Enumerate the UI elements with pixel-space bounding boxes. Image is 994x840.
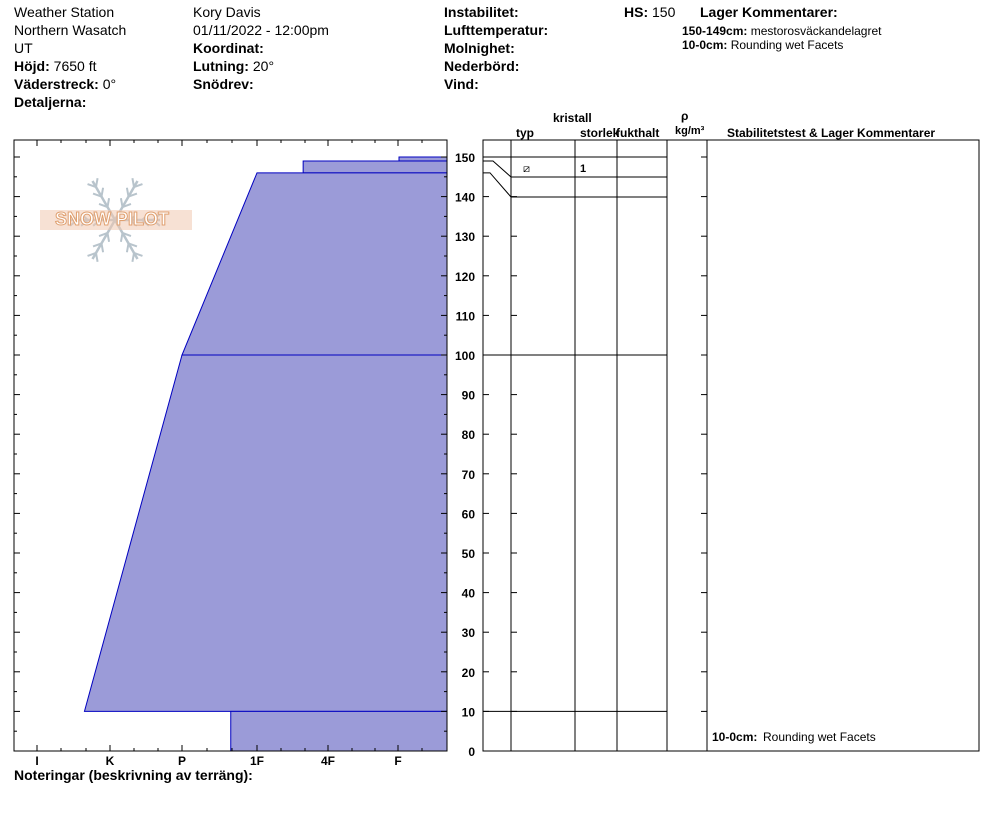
column-kristall: kristall: [553, 111, 592, 125]
wind-label: Vind:: [444, 76, 479, 92]
column-storlek: storlek: [580, 126, 620, 140]
observer-name: Kory Davis: [193, 4, 261, 20]
y-tick-label: 20: [461, 665, 475, 680]
slope-value: 20°: [252, 58, 275, 74]
column-typ: typ: [516, 126, 534, 140]
x-tick-label: 4F: [320, 754, 336, 768]
bottom-comment-range: 10-0cm:: [712, 730, 758, 744]
column-rho: ρ: [681, 109, 689, 123]
layer-comment-range: 150-149cm:: [682, 24, 748, 38]
hs-value: 150: [652, 4, 676, 20]
coordinate-label: Koordinat:: [193, 40, 264, 56]
snowflake-branch: [121, 198, 123, 207]
hardness-layer: [231, 711, 447, 751]
snowflake-branch: [102, 188, 104, 197]
snowflake-branch: [127, 243, 129, 252]
state-name: UT: [14, 40, 33, 56]
precip-label: Nederbörd:: [444, 58, 520, 74]
cloud-label: Molnighet:: [444, 40, 515, 56]
layer-comment-text: mestorosväckandelagret: [750, 24, 882, 38]
snowflake-branch: [121, 233, 123, 242]
grain-type-icon: ⧄: [523, 163, 530, 175]
snowflake-branch: [132, 178, 134, 187]
y-tick-label: 110: [455, 309, 475, 324]
layer-comment-range: 10-0cm:: [682, 38, 728, 52]
y-tick-label: 60: [461, 507, 475, 522]
snowflake-branch: [96, 178, 98, 187]
drift-label: Snödrev:: [193, 76, 254, 92]
y-tick-label: 80: [461, 428, 475, 443]
y-tick-label: 40: [461, 586, 475, 601]
hardness-layer: [182, 173, 447, 355]
column-density-unit: kg/m³: [675, 125, 705, 137]
layer-comment-text: Rounding wet Facets: [730, 38, 844, 52]
slope-label: Lutning:: [193, 58, 249, 74]
aspect-value: 0°: [102, 76, 117, 92]
column-fukthalt: fukthalt: [616, 126, 660, 140]
layer-connector: [483, 173, 511, 197]
y-tick-label: 140: [454, 190, 475, 205]
table-frame: [483, 140, 979, 751]
aspect-label: Väderstreck:: [14, 76, 99, 92]
range-name: Northern Wasatch: [14, 22, 127, 38]
logo-text: SNOW PILOT: [55, 209, 169, 229]
layer-connector: [483, 161, 511, 177]
y-tick-label: 150: [454, 151, 475, 165]
y-tick-label: 50: [461, 547, 475, 561]
hardness-layer-top: [399, 157, 447, 161]
y-tick-label: 90: [461, 388, 475, 403]
snowflake-branch: [127, 188, 129, 197]
observation-datetime: 01/11/2022 - 12:00pm: [193, 22, 329, 38]
y-tick-label: 10: [461, 705, 475, 720]
y-tick-label: 0: [468, 745, 475, 759]
y-tick-label: 30: [461, 626, 475, 641]
x-tick-label: I: [35, 754, 39, 768]
hs-label: HS:: [624, 4, 649, 20]
terrain-notes-label: Noteringar (beskrivning av terräng):: [14, 767, 253, 783]
snowflake-branch: [108, 233, 110, 242]
air-temp-label: Lufttemperatur:: [444, 22, 549, 38]
snowflake-branch: [102, 243, 104, 252]
y-tick-label: 70: [461, 467, 475, 482]
elevation-value: 7650 ft: [53, 58, 97, 74]
details-label: Detaljerna:: [14, 94, 87, 110]
y-tick-label: 130: [454, 230, 475, 245]
hardness-layer: [303, 161, 447, 173]
elevation-label: Höjd:: [14, 58, 50, 74]
snowflake-branch: [132, 253, 134, 262]
x-tick-label: F: [394, 754, 402, 768]
snowflake-branch: [108, 198, 110, 207]
x-tick-label: P: [177, 754, 187, 768]
station-name: Weather Station: [14, 4, 115, 20]
hardness-layer: [84, 355, 447, 711]
column-stability: Stabilitetstest & Lager Kommentarer: [727, 126, 936, 140]
y-tick-label: 100: [454, 349, 475, 363]
y-tick-label: 120: [454, 269, 475, 284]
bottom-comment-text: Rounding wet Facets: [763, 730, 876, 744]
layer-size: 1: [580, 163, 587, 175]
x-tick-label: K: [105, 754, 115, 768]
x-tick-label: 1F: [249, 754, 265, 768]
instability-label: Instabilitet:: [444, 4, 519, 20]
snowflake-branch: [96, 253, 98, 262]
layer-comments-title: Lager Kommentarer:: [700, 4, 838, 20]
